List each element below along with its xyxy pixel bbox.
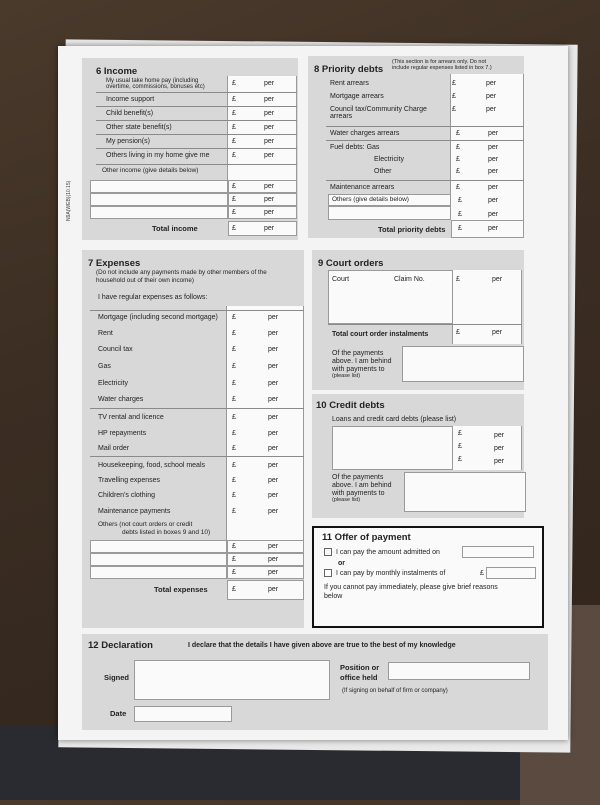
expense-row-label: Maintenance payments <box>98 508 171 515</box>
expense-row-label: Rent <box>98 330 113 337</box>
form-reference: N9A(WEB)(10.15) <box>66 180 72 221</box>
other-expense-amount-field[interactable] <box>227 553 304 566</box>
other-income-amount-field[interactable] <box>228 206 297 219</box>
expense-row-label: Mortgage (including second mortgage) <box>98 314 218 321</box>
total-court-orders-label: Total court order instalments <box>332 331 429 338</box>
expenses-section: 7 Expenses (Do not include any payments made by other members of the household out of their own income) I have regular expenses as follows: Mortgage (including second mortgage) Rent Council tax Gas Electricity Water charges TV rental and licence HP repayments Mail order Housekeeping, food, school meals Travelling expenses Children's clothing Maintenance payments Others (not court orders or credit debts listed in boxes 9 and 10) £ per £ per £ per £ per £ per £ per £ per £ per £ per £ per £ per £ per £ per £ per £ per £ per Total expenses £ per <box>82 250 304 628</box>
other-income-detail-field[interactable] <box>90 180 228 193</box>
expense-row-label: TV rental and licence <box>98 414 164 421</box>
section-title: 6 Income <box>96 66 138 77</box>
income-section: 6 Income My usual take home pay (including overtime, commissions, bonuses etc) Income support Child benefit(s) Other state benefit(s) My pension(s) Others living in my home give me Other income (give details below) £ per £ per £ per £ per £ per £ per £ per £ per £ per Total income £ per <box>82 58 298 240</box>
credit-behind-list-field[interactable] <box>404 472 526 512</box>
court-behind-list-field[interactable] <box>402 346 524 382</box>
signature-field[interactable] <box>134 660 330 700</box>
form-page <box>58 46 568 740</box>
total-expenses-field[interactable] <box>227 580 304 600</box>
other-income-amount-field[interactable] <box>228 180 297 193</box>
offer-of-payment-section: 11 Offer of payment I can pay the amount admitted on or I can pay by monthly instalments of £ If you cannot pay immediately, please give brief reasons below <box>312 526 544 628</box>
credit-amount-column <box>452 426 522 470</box>
priority-debts-section: 8 Priority debts (This section is for arrears only. Do not include regular expenses listed in box 7.) Rent arrears Mortgage arrears Council tax/Community Charge arrears Water charges arrears Fuel debts: Gas Electricity Other Maintenance arrears Others (give details below) £ per £ per £ per £ per £ per £ per £ per £ per £ per £ per Total priority debts £ per <box>308 56 524 238</box>
monthly-instalment-field[interactable] <box>486 567 536 579</box>
debt-row-label: Council tax/Community Charge arrears <box>330 106 427 121</box>
other-income-detail-field[interactable] <box>90 193 228 206</box>
expense-row-label: Mail order <box>98 445 130 452</box>
section-title: 10 Credit debts <box>316 400 385 411</box>
total-income-field[interactable] <box>228 221 297 236</box>
section-title: 8 Priority debts <box>314 64 384 75</box>
other-expense-detail-field[interactable] <box>90 540 227 553</box>
debt-row-label: Electricity <box>374 156 404 163</box>
other-expense-detail-field[interactable] <box>90 566 227 579</box>
pay-admitted-date-field[interactable] <box>462 546 534 558</box>
section-title: 9 Court orders <box>318 258 384 269</box>
section-title: 7 Expenses <box>88 258 141 269</box>
income-row-label: Child benefit(s) <box>106 110 154 117</box>
pay-admitted-checkbox[interactable] <box>324 548 332 556</box>
credit-debts-section: 10 Credit debts Loans and credit card debts (please list) £ per £ per £ per Of the payments above. I am behind with payments to (please list) <box>312 394 524 518</box>
debt-row-label: Maintenance arrears <box>330 184 395 191</box>
other-expense-detail-field[interactable] <box>90 553 227 566</box>
total-expenses-label: Total expenses <box>154 585 208 594</box>
declaration-statement: I declare that the details I have given above are true to the best of my knowledge <box>188 642 456 649</box>
court-amount-column <box>452 270 522 344</box>
income-row-label: My pension(s) <box>106 138 150 145</box>
position-field[interactable] <box>388 662 530 680</box>
income-row-label: Income support <box>106 96 155 103</box>
expense-row-label: Electricity <box>98 380 128 387</box>
debt-row-label: Other <box>374 168 392 175</box>
income-row-label: Others living in my home give me <box>106 152 210 159</box>
section-title: 12 Declaration <box>88 640 153 651</box>
date-field[interactable] <box>134 706 232 722</box>
total-income-label: Total income <box>152 224 198 233</box>
income-row-label: Other income (give details below) <box>102 167 199 174</box>
other-expense-amount-field[interactable] <box>227 540 304 553</box>
amount-column <box>226 306 304 540</box>
total-priority-debts-label: Total priority debts <box>378 225 446 234</box>
debt-row-label: Rent arrears <box>330 80 369 87</box>
other-expense-amount-field[interactable] <box>227 566 304 579</box>
court-orders-section: 9 Court orders Court Claim No. £ per Total court order instalments £ per Of the payments above. I am behind with payments to (please list) <box>312 250 524 390</box>
pay-instalments-checkbox[interactable] <box>324 569 332 577</box>
other-income-amount-field[interactable] <box>228 193 297 206</box>
section-title: 11 Offer of payment <box>322 532 411 543</box>
expense-row-label: Gas <box>98 363 111 370</box>
debt-row-label: Mortgage arrears <box>330 93 384 100</box>
expense-row-label: Council tax <box>98 346 133 353</box>
expense-row-label: Travelling expenses <box>98 477 160 484</box>
income-row-label: Other state benefit(s) <box>106 124 172 131</box>
declaration-section: 12 Declaration I declare that the details I have given above are true to the best of my knowledge Signed Position or office held (If signing on behalf of firm or company) Date <box>82 634 548 730</box>
debt-row-label: Water charges arrears <box>330 130 400 137</box>
expense-row-label: Housekeeping, food, school meals <box>98 462 206 469</box>
expense-row-label: HP repayments <box>98 430 147 437</box>
debt-row-label: Fuel debts: Gas <box>330 144 380 151</box>
other-income-detail-field[interactable] <box>90 206 228 219</box>
expense-row-label: Children's clothing <box>98 492 155 499</box>
other-debt-detail-field[interactable] <box>328 206 451 220</box>
income-row-label: My usual take home pay (including overtime, commissions, bonuses etc) <box>106 78 205 91</box>
expense-row-label: Water charges <box>98 396 144 403</box>
